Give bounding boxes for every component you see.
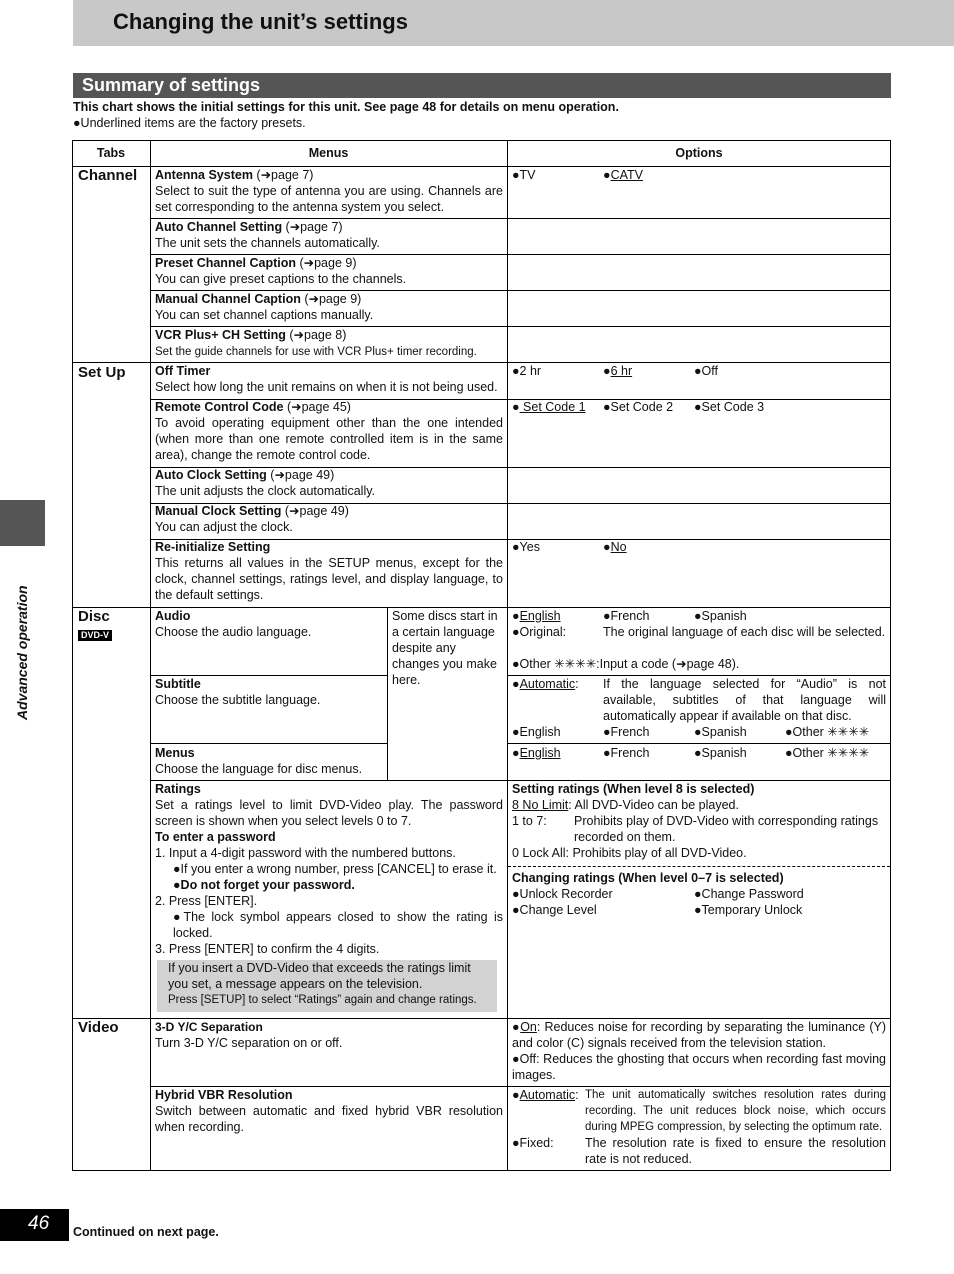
step-1: 1. Input a 4-digit password with the numbered buttons. [155,846,456,860]
section-header [73,73,891,98]
colon: : [575,677,579,691]
menu-vcr-plus [155,327,505,360]
dvd-v-badge: DVD-V [78,630,112,641]
menu-desc: Choose the audio language. [155,625,312,639]
menu-desc: You can adjust the clock. [155,520,293,534]
menu-title: Manual Clock Setting [155,504,282,518]
no-limit-default: 8 No Limit [512,798,569,812]
menu-title: Subtitle [155,677,201,691]
intro-note: ●Underlined items are the factory presets. [73,116,306,130]
default-value: No [610,540,627,554]
menu-antenna [155,167,503,215]
option-desc: Input a code (➜page 48). [599,657,740,671]
menu-manual-clock [155,503,503,535]
menu-desc: Select how long the unit remains on when it is not being used. [155,380,498,394]
menu-title: Ratings [155,782,201,796]
setting-ratings-title: Setting ratings (When level 8 is selected) [512,782,755,796]
bullet: ● [512,1020,521,1034]
option: ●Fixed: [512,1136,554,1150]
menu-desc: Choose the subtitle language. [155,693,321,707]
option-off: ●Off: Reduces the ghosting that occurs when recording fast moving images. [512,1052,886,1082]
default-value: Automatic [519,677,576,691]
step-1-warning: ●Do not forget your password. [173,878,355,892]
menu-reinitialize [155,539,503,603]
menu-desc: This returns all values in the SETUP menus, except for the clock, channel settings, ratings level, and display language, to the default settings. [155,556,503,602]
menu-title: Re-initialize Setting [155,540,271,554]
menu-yc-separation [155,1019,503,1051]
tab-channel: Channel [78,167,138,184]
no-limit-desc: : All DVD-Video can be played. [568,798,739,812]
menu-hybrid-vbr [155,1087,503,1135]
settings-table [72,140,891,1171]
option-default [603,539,627,555]
option-default [512,745,561,761]
ratings-note-setup: Press [SETUP] to select “Ratings” again and change ratings. [168,994,477,1006]
option: ●Spanish [694,609,747,623]
option-desc: : Reduces noise for recording by separating the luminance (Y) and color (C) signals received from the television station. [512,1020,886,1050]
menu-title: Preset Channel Caption [155,256,296,270]
menu-desc: The unit sets the channels automatically. [155,236,380,250]
page-ref: (➜page 49) [266,468,335,482]
tab-setup: Set Up [78,364,126,381]
ratings-note-box [157,960,497,1012]
menu-manual-caption [155,291,503,323]
bullet: ● [512,400,520,414]
option-default [512,608,561,624]
option: ●Temporary Unlock [694,903,803,917]
option: ●French [603,725,650,739]
default-value: English [519,609,561,623]
bullet: ● [603,540,611,554]
changing-ratings-title: Changing ratings (When level 0–7 is selected) [512,871,784,885]
step-1-note: ●If you enter a wrong number, press [CANCEL] to erase it. [173,862,497,876]
option-on [512,1019,886,1051]
header-tabs: Tabs [96,146,126,160]
section-title: Summary of settings [82,75,261,95]
bullet: ● [603,168,611,182]
option: ●2 hr [512,364,542,378]
menu-desc: To avoid operating equipment other than the one intended (when more than one remote controlled item is in the same area), change the remote control code. [155,416,503,462]
range-label: 1 to 7: [512,814,547,828]
bullet: ● [512,677,520,691]
option-default [603,167,643,183]
password-title: To enter a password [155,830,276,844]
page-ref: (➜page 49) [281,504,349,518]
menu-title: Antenna System [155,168,253,182]
option: ●Spanish [694,725,747,739]
page-ref: (➜page 8) [285,328,347,342]
option-label: ●Other ✳✳✳✳: [512,657,600,671]
step-2-note: ●The lock symbol appears closed to show the rating is locked. [173,910,503,940]
option-desc: The resolution rate is fixed to ensure the resolution rate is not reduced. [585,1136,886,1166]
option: ●Other ✳✳✳✳ [785,725,870,739]
menu-desc: Set a ratings level to limit DVD-Video play. The password screen is shown when you select levels 0 to 7. [155,798,503,828]
option: ●Other ✳✳✳✳ [785,746,870,760]
option: ●Change Password [694,887,804,901]
menu-auto-clock [155,467,503,499]
page-number: 46 [28,1213,50,1234]
range-desc: Prohibits play of DVD-Video with corresponding ratings recorded on them. [574,814,879,844]
menu-auto-channel [155,219,503,251]
menu-title: Audio [155,609,191,623]
option [512,656,739,672]
colon: : [575,1088,579,1102]
tab-video: Video [78,1019,119,1036]
option: ●English [512,725,561,739]
menu-title: 3-D Y/C Separation [155,1020,263,1034]
menu-desc: You can give preset captions to the channels. [155,272,407,286]
option: ●Change Level [512,903,597,917]
menu-title: Auto Clock Setting [155,468,267,482]
intro-line: This chart shows the initial settings for this unit. See page 48 for details on menu operation. [73,100,619,114]
default-value: English [519,746,561,760]
option: ●Spanish [694,746,747,760]
menu-title: Off Timer [155,364,211,378]
continued-note: Continued on next page. [73,1225,219,1239]
menu-preset-caption [155,255,503,287]
lock-all: 0 Lock All: Prohibits play of all DVD-Video. [512,846,747,860]
default-value: CATV [610,168,643,182]
menu-title: VCR Plus+ CH Setting [155,328,286,342]
step-2: 2. Press [ENTER]. [155,894,258,908]
option: ●Off [694,364,718,378]
disc-language-note: Some discs start in a certain language despite any changes you make here. [392,609,498,687]
bullet: ● [512,609,520,623]
menu-desc: You can set channel captions manually. [155,308,374,322]
menu-off-timer [155,363,503,395]
menu-desc: Set the guide channels for use with VCR Plus+ timer recording. [155,346,477,358]
menu-title: Hybrid VBR Resolution [155,1088,293,1102]
option: ●Original: [512,625,567,639]
default-value: On [520,1020,537,1034]
option-default [512,1087,579,1103]
option: ●TV [512,168,536,182]
menu-title: Remote Control Code [155,400,284,414]
option-default [603,363,632,379]
menu-title: Auto Channel Setting [155,220,283,234]
menu-ratings [155,781,503,957]
option-desc: The unit automatically switches resolution rates during recording. The unit reduces block noise, which occurs during MPEG compression, by selecting the optimum rate. [585,1089,886,1133]
menu-title: Menus [155,746,195,760]
ratings-note: If you insert a DVD-Video that exceeds the ratings limit you set, a message appears on the television. [168,961,471,991]
option: ●French [603,609,650,623]
menu-desc: Select to suit the type of antenna you are using. Channels are set corresponding to the antenna system you select. [155,184,503,214]
page-number-box [0,1209,69,1241]
page-ref: (➜page 45) [283,400,351,414]
option-desc: If the language selected for “Audio” is not available, subtitles of that language will automatically appear if available on that disc. [603,677,886,723]
option: ●Unlock Recorder [512,887,613,901]
side-label: Advanced operation [14,585,30,720]
page-ref: (➜page 9) [300,292,362,306]
menu-audio [155,608,383,640]
option-default [512,676,579,692]
option: ●Yes [512,540,540,554]
page-ref: (➜page 9) [296,256,357,270]
option: ●Set Code 2 [603,400,674,414]
bullet: ● [512,1088,520,1102]
menu-remote-code [155,399,503,463]
bullet: ● [603,364,611,378]
option-desc: The original language of each disc will be selected. [603,625,886,639]
header-options: Options [675,146,723,160]
menu-desc: The unit adjusts the clock automatically. [155,484,376,498]
default-value: 6 hr [610,364,633,378]
option: ●French [603,746,650,760]
page-header [73,0,954,46]
page-ref: (➜page 7) [282,220,343,234]
menu-desc: Turn 3-D Y/C separation on or off. [155,1036,343,1050]
option: ●Set Code 3 [694,400,765,414]
intro [73,99,619,131]
menu-desc: Choose the language for disc menus. [155,762,363,776]
setting-ratings [512,781,886,813]
menu-desc: Switch between automatic and fixed hybrid VBR resolution when recording. [155,1104,503,1134]
tab-disc: Disc [78,608,110,625]
default-value: Automatic [519,1088,576,1102]
header-menus: Menus [308,146,349,160]
side-tab-marker [0,500,45,546]
bullet: ● [512,746,520,760]
menu-subtitle [155,676,383,708]
step-3: 3. Press [ENTER] to confirm the 4 digits. [155,942,380,956]
page-ref: (➜page 7) [252,168,314,182]
menu-disc-menus [155,745,383,777]
menu-title: Manual Channel Caption [155,292,301,306]
option-default [512,399,586,415]
default-value: Set Code 1 [519,400,586,414]
page-title: Changing the unit’s settings [113,9,408,34]
